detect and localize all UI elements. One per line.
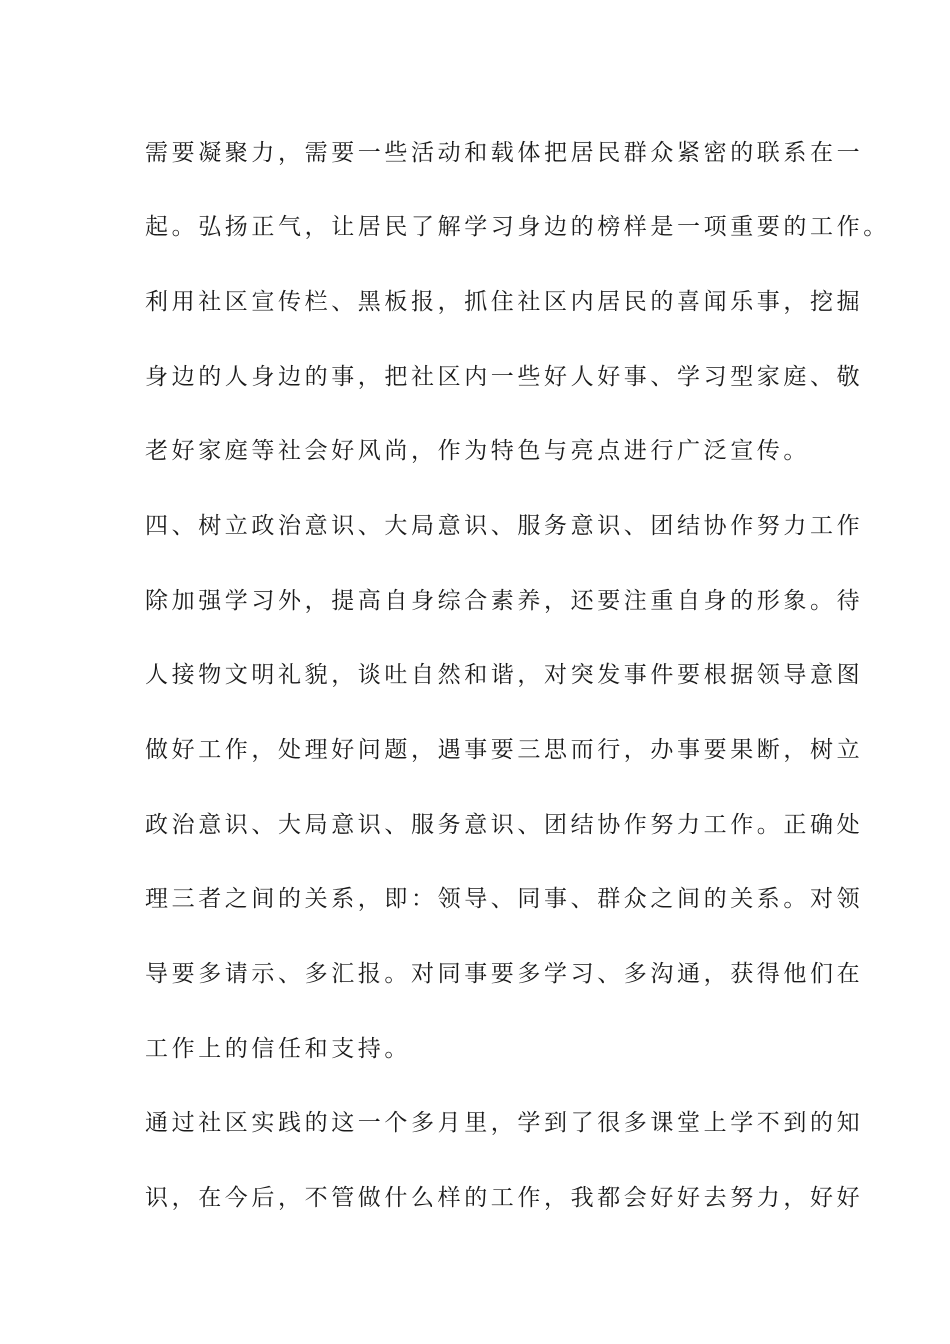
text-line: 做好工作，处理好问题，遇事要三思而行，办事要果断，树立 [145,737,864,763]
text-line: 通过社区实践的这一个多月里，学到了很多课堂上学不到的知 [145,1110,864,1136]
text-line: 起。弘扬正气，让居民了解学习身边的榜样是一项重要的工作。 [145,214,890,240]
text-line: 政治意识、大局意识、服务意识、团结协作努力工作。正确处 [145,812,864,838]
text-line: 导要多请示、多汇报。对同事要多学习、多沟通，获得他们在 [145,961,864,987]
text-line: 身边的人身边的事，把社区内一些好人好事、学习型家庭、敬 [145,364,864,390]
text-line: 需要凝聚力，需要一些活动和载体把居民群众紧密的联系在一 [145,140,864,166]
text-line: 利用社区宣传栏、黑板报，抓住社区内居民的喜闻乐事，挖掘 [145,289,864,315]
text-line: 理三者之间的关系，即：领导、同事、群众之间的关系。对领 [145,886,864,912]
text-line: 除加强学习外，提高自身综合素养，还要注重自身的形象。待 [145,588,864,614]
section-heading: 四、树立政治意识、大局意识、服务意识、团结协作努力工作 [145,513,864,539]
text-line: 识，在今后，不管做什么样的工作，我都会好好去努力，好好 [145,1185,864,1211]
text-line: 工作上的信任和支持。 [145,1036,411,1062]
text-line: 人接物文明礼貌，谈吐自然和谐，对突发事件要根据领导意图 [145,662,864,688]
text-line: 老好家庭等社会好风尚，作为特色与亮点进行广泛宣传。 [145,438,810,464]
